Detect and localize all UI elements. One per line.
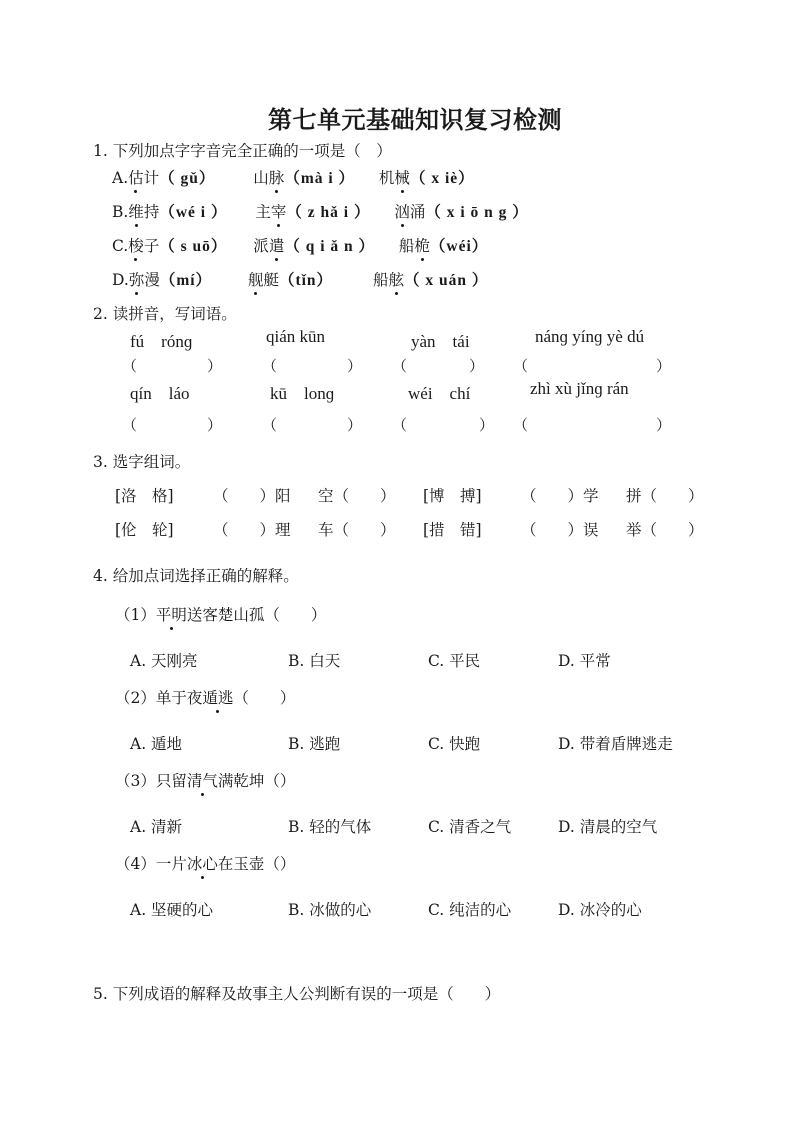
q4-1-option-d[interactable]: D. 平常 xyxy=(558,652,611,670)
q4-sub-3: （3）只留清气满乾坤（） xyxy=(115,769,295,791)
pinyin-6: kū lonɡ xyxy=(270,384,335,403)
dotted-word: 清气 xyxy=(187,769,218,791)
pinyin-2: qián kūn xyxy=(266,327,326,346)
dotted-word: 遁逃 xyxy=(202,686,233,708)
answer-blank-8[interactable]: （ ） xyxy=(513,416,672,434)
answer-blank-3[interactable]: （ ） xyxy=(392,357,485,375)
q4-1-option-b[interactable]: B. 白天 xyxy=(288,652,341,670)
option-label: A. xyxy=(112,169,129,187)
pinyin-1: fú rónɡ xyxy=(130,332,193,351)
q4-2-option-b[interactable]: B. 逃跑 xyxy=(288,735,341,753)
pinyin-7: wéi chí xyxy=(408,384,471,403)
q4-3-option-c[interactable]: C. 清香之气 xyxy=(428,818,512,836)
q4-sub-4: （4）一片冰心在玉壶（） xyxy=(115,852,295,874)
question-1-stem: 1. 下列加点字字音完全正确的一项是（ ） xyxy=(93,142,392,160)
answer-blank-7[interactable]: （ ） xyxy=(392,416,495,434)
pinyin-3: yàn tái xyxy=(411,332,470,351)
q4-2-option-d[interactable]: D. 带着盾牌逃走 xyxy=(558,735,673,753)
answer-blank-4[interactable]: （ ） xyxy=(513,357,672,375)
dotted-char: 梭 xyxy=(128,234,144,256)
q4-3-option-a[interactable]: A. 清新 xyxy=(130,818,183,836)
answer-blank-6[interactable]: （ ） xyxy=(262,416,363,434)
page-title: 第七单元基础知识复习检测 xyxy=(268,106,562,134)
answer-blank-1[interactable]: （ ） xyxy=(122,357,223,375)
q3-row-2-group-2: [措 错] xyxy=(423,521,482,539)
q3-row-1-blank-d[interactable]: 拼（ ） xyxy=(626,487,704,505)
q4-3-option-d[interactable]: D. 清晨的空气 xyxy=(558,818,658,836)
q4-1-option-a[interactable]: A. 天刚亮 xyxy=(130,652,198,670)
q4-4-option-d[interactable]: D. 冰冷的心 xyxy=(558,901,642,919)
question-2-stem: 2. 读拼音，写词语。 xyxy=(93,305,237,323)
dotted-char: 舰 xyxy=(248,268,264,290)
dotted-char: 汹 xyxy=(394,200,410,222)
dotted-word: 平明 xyxy=(156,603,187,625)
question-3-stem: 3. 选字组词。 xyxy=(93,453,191,471)
dotted-char: 械 xyxy=(394,166,410,188)
pinyin-8: zhì xù jǐnɡ rán xyxy=(530,379,629,398)
q4-4-option-b[interactable]: B. 冰做的心 xyxy=(288,901,372,919)
dotted-char: 宰 xyxy=(271,200,287,222)
q3-row-2-blank-c[interactable]: （ ）误 xyxy=(521,521,599,539)
dotted-char: 维 xyxy=(128,200,144,222)
q4-2-option-c[interactable]: C. 快跑 xyxy=(428,735,481,753)
question-4-stem: 4. 给加点词选择正确的解释。 xyxy=(93,567,299,585)
q4-2-option-a[interactable]: A. 遁地 xyxy=(130,735,183,753)
answer-blank-2[interactable]: （ ） xyxy=(262,357,363,375)
dotted-char: 弥 xyxy=(129,268,145,290)
q3-row-1-group-2: [博 搏] xyxy=(423,487,482,505)
q1-option-b: B.维持（wé i ） 主宰（ z hǎ i ） 汹涌（ x i ō n g ） xyxy=(112,200,529,222)
q1-option-a: A.估计（ gǔ） 山脉（mà i ） 机械（ x iè） xyxy=(112,166,475,188)
q4-sub-1: （1）平明送客楚山孤（ ） xyxy=(115,603,326,625)
q3-row-2-blank-b[interactable]: 车（ ） xyxy=(318,521,396,539)
q3-row-1-blank-c[interactable]: （ ）学 xyxy=(521,487,599,505)
q1-option-d: D.弥漫（mí） 舰艇（tǐn） 船舷（ x uán ） xyxy=(112,268,488,290)
dotted-char: 脉 xyxy=(269,166,285,188)
q3-row-1-blank-b[interactable]: 空（ ） xyxy=(318,487,396,505)
answer-blank-5[interactable]: （ ） xyxy=(122,416,223,434)
dotted-char: 遣 xyxy=(269,234,285,256)
q1-option-c: C.梭子（ s uō） 派遣（ q i ǎ n ） 船桅（wéi） xyxy=(112,234,488,256)
q4-1-option-c[interactable]: C. 平民 xyxy=(428,652,481,670)
dotted-char: 舷 xyxy=(388,268,404,290)
q4-4-option-a[interactable]: A. 坚硬的心 xyxy=(130,901,214,919)
q3-row-2-blank-d[interactable]: 举（ ） xyxy=(626,521,704,539)
q3-row-2-blank-a[interactable]: （ ）理 xyxy=(213,521,291,539)
q3-row-1-group-1: [洛 格] xyxy=(115,487,174,505)
q3-row-1-blank-a[interactable]: （ ）阳 xyxy=(213,487,291,505)
dotted-char: 估 xyxy=(128,166,144,188)
pinyin-5: qín láo xyxy=(130,384,190,403)
q4-4-option-c[interactable]: C. 纯洁的心 xyxy=(428,901,512,919)
dotted-word: 冰心 xyxy=(187,852,218,874)
q3-row-2-group-1: [伦 轮] xyxy=(115,521,174,539)
question-5-stem: 5. 下列成语的解释及故事主人公判断有误的一项是（ ） xyxy=(93,985,501,1003)
dotted-char: 桅 xyxy=(414,234,430,256)
q4-sub-2: （2）单于夜遁逃（ ） xyxy=(115,686,295,708)
q4-3-option-b[interactable]: B. 轻的气体 xyxy=(288,818,372,836)
pinyin-4: nánɡ yínɡ yè dú xyxy=(535,327,645,346)
